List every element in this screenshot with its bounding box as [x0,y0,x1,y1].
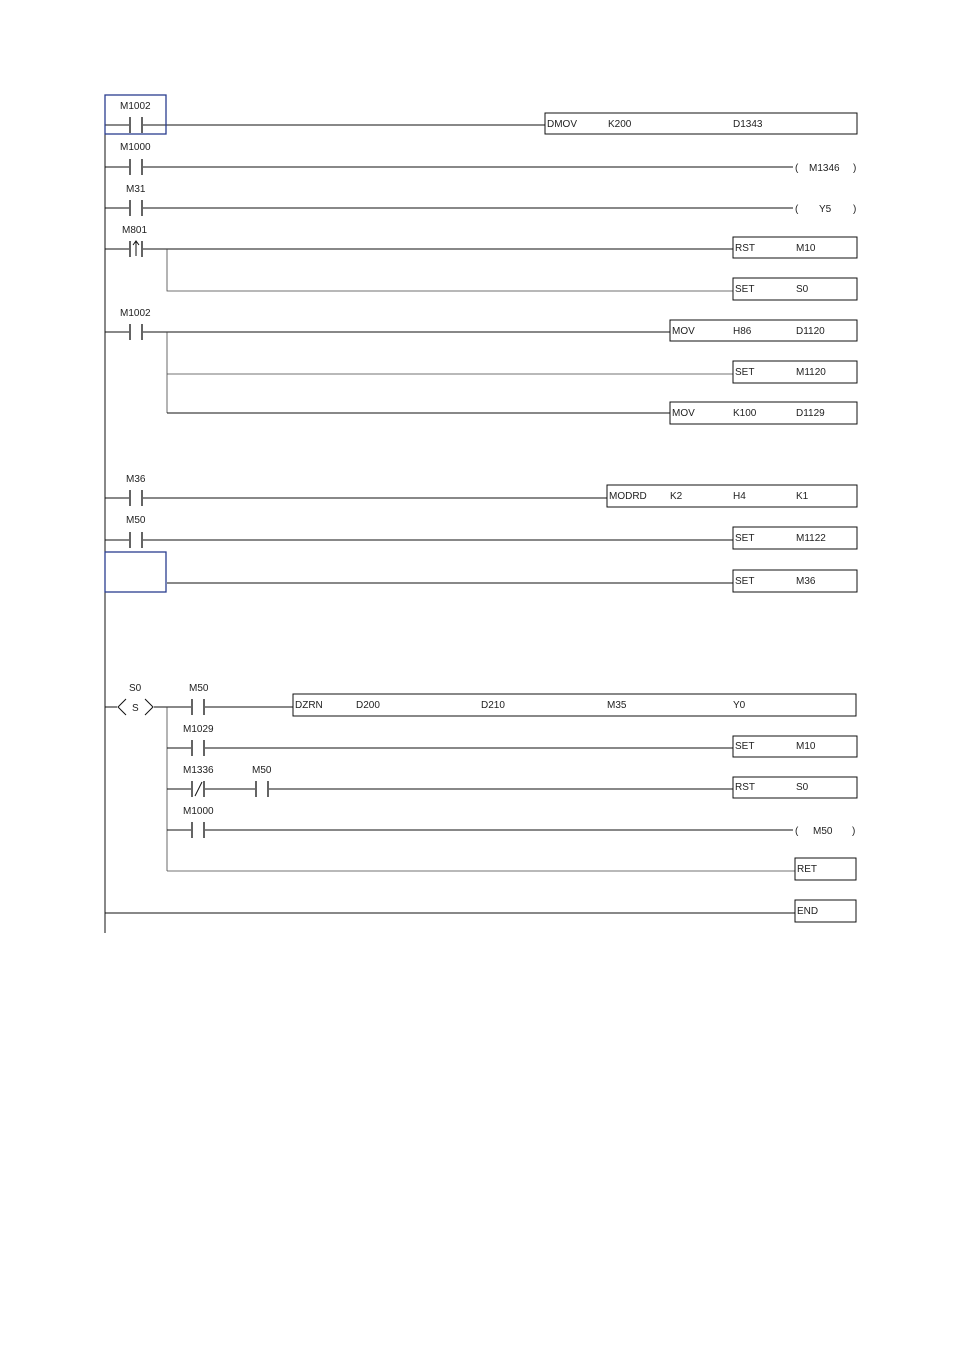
contact-label: M36 [126,474,146,485]
end-instruction: END [797,906,819,917]
operand: K1 [796,491,809,502]
contact-no[interactable] [130,117,142,133]
step-rung-3[interactable] [167,765,857,798]
operand: D1129 [796,408,825,419]
coil-close-paren: ) [853,204,857,215]
instruction-box[interactable] [670,402,857,424]
contact-no[interactable] [130,490,142,506]
contact-no[interactable] [130,532,142,548]
contact-label: M50 [252,765,272,776]
operand: M1120 [796,367,826,378]
contact-label: M1000 [183,806,214,817]
operand: K2 [670,491,683,502]
step-rung-4[interactable] [167,806,855,838]
coil-label: M50 [813,826,833,837]
coil-label: M1346 [809,163,840,174]
cell-selection-cursor[interactable] [105,552,166,592]
coil-close-paren: ) [852,826,856,837]
instruction-box[interactable] [545,113,857,134]
instruction-name: MOV [672,326,695,337]
contact-label: M50 [189,683,209,694]
instruction-name: SET [735,533,755,544]
contact-label: M801 [122,225,148,236]
operand: S0 [796,284,809,295]
contact-label: M1002 [120,101,151,112]
instruction-name: SET [735,741,755,752]
instruction-name: MODRD [609,491,647,502]
operand: M35 [607,700,627,711]
step-symbol: S [132,703,139,714]
contact-no[interactable] [192,822,204,838]
instruction-name: SET [735,284,755,295]
contact-label: M1000 [120,142,151,153]
rung-end[interactable] [105,900,856,922]
contact-label: M31 [126,184,146,195]
instruction-name: RST [735,243,755,254]
operand: D1120 [796,326,825,337]
contact-no[interactable] [256,781,268,797]
rung-3[interactable] [105,184,856,216]
contact-no[interactable] [192,699,204,715]
instruction-name: DMOV [547,119,577,130]
coil-open-paren: ( [795,204,799,215]
contact-label: M1336 [183,765,214,776]
operand: Y0 [733,700,746,711]
operand: M10 [796,741,816,752]
coil-close-paren: ) [853,163,857,174]
contact-no[interactable] [130,324,142,340]
rung-2[interactable] [105,142,856,175]
contact-rising-edge[interactable] [130,241,142,257]
step-rung-1[interactable] [189,683,856,716]
contact-no[interactable] [192,740,204,756]
step-bracket-left [118,699,126,715]
step-label: S0 [129,683,142,694]
instruction-name: MOV [672,408,695,419]
step-s0[interactable] [105,683,857,880]
instruction-name: DZRN [295,700,323,711]
contact-no[interactable] [130,159,142,175]
step-rung-5[interactable] [167,858,856,880]
operand: M10 [796,243,816,254]
rung-6[interactable] [105,474,857,507]
contact-label: M1029 [183,724,214,735]
coil-label: Y5 [819,204,832,215]
rung-5[interactable] [105,308,857,424]
coil-open-paren: ( [795,826,799,837]
operand: M1122 [796,533,826,544]
operand: M36 [796,576,816,587]
rung-7[interactable] [105,515,857,549]
coil-open-paren: ( [795,163,799,174]
rung-1[interactable] [105,95,857,134]
operand: D1343 [733,119,763,130]
instruction-name: RET [797,864,817,875]
contact-label: M1002 [120,308,151,319]
contact-no[interactable] [130,200,142,216]
step-rung-2[interactable] [167,724,857,757]
instruction-box[interactable] [670,320,857,341]
operand: H86 [733,326,752,337]
instruction-name: SET [735,367,755,378]
step-bracket-right [145,699,153,715]
instruction-name: SET [735,576,755,587]
contact-nc[interactable] [192,781,204,797]
rung-8[interactable] [105,552,857,592]
operand: K200 [608,119,632,130]
operand: D200 [356,700,380,711]
contact-label: M50 [126,515,146,526]
operand: K100 [733,408,757,419]
operand: D210 [481,700,505,711]
operand: H4 [733,491,746,502]
rung-4[interactable] [105,225,857,300]
operand: S0 [796,782,809,793]
instruction-name: RST [735,782,755,793]
